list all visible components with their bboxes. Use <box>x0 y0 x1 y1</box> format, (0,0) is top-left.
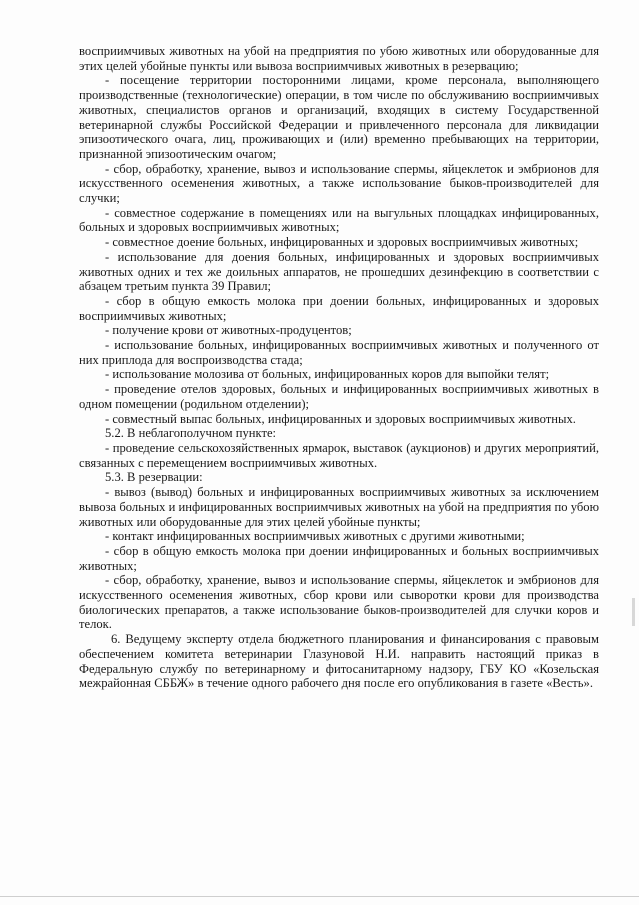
paragraph-grazing: - совместный выпас больных, инфицированных и здоровых восприимчивых животных. <box>105 411 576 426</box>
paragraph-reproduction: - использование больных, инфицированных восприимчивых животных и полученного от них приплода для воспроизводства стада; <box>79 338 599 367</box>
paragraph-milk-common: - сбор в общую емкость молока при доении инфицированных и больных восприимчивых животных; <box>79 543 599 573</box>
paragraph-colostrum: - использование молозива от больных, инфицированных коров для выпойки телят; <box>105 367 550 382</box>
paragraph-blood-collection: - получение крови от животных-продуцентов; <box>105 323 352 338</box>
paragraph-removal: - вывоз (вывод) больных и инфицированных восприимчивых животных за исключением вывоза больных и инфицированных восприимчивых животных на убой на предприятия по убою животных или оборудованные для этих целей убойные пункты; <box>79 485 599 529</box>
section-heading-5-3: 5.3. В резервации: <box>105 470 203 485</box>
section-heading-5-2: 5.2. В неблагополучном пункте: <box>105 426 277 441</box>
scan-edge-mark <box>632 598 635 626</box>
paragraph-fairs: - проведение сельскохозяйственных ярмарок, выставок (аукционов) и других мероприятий, связанных с перемещением восприимчивых животных. <box>79 440 599 470</box>
paragraph-contact: - контакт инфицированных восприимчивых животных с другими животными; <box>105 529 525 544</box>
paragraph-joint-keeping: - совместное содержание в помещениях или на выгульных площадках инфицированных, больных и здоровых восприимчивых животных; <box>79 205 599 235</box>
document-body <box>79 44 599 691</box>
paragraph-sperm-collection: - сбор, обработку, хранение, вывоз и использование спермы, яйцеклеток и эмбрионов для искусственного осеменения животных, а также использование быков-производителей для случки; <box>79 161 599 206</box>
paragraph-milk-collection: - сбор в общую емкость молока при доении больных, инфицированных и здоровых восприимчивых животных; <box>79 293 599 323</box>
paragraph-calving: - проведение отелов здоровых, больных и инфицированных восприимчивых животных в одном помещении (родильном отделении); <box>79 382 599 411</box>
paragraph-sperm-blood: - сбор, обработку, хранение, вывоз и использование спермы, яйцеклеток и эмбрионов для искусственного осеменения животных, сбор крови или сыворотки крови для производства биологических препаратов, а также использование быков-производителей для случки коров и телок. <box>79 573 599 632</box>
paragraph-milking-machines: - использование для доения больных, инфицированных и здоровых восприимчивых животных одних и тех же доильных аппаратов, не прошедших дезинфекцию в соответствии с абзацем третьим пункта 39 Правил; <box>79 249 599 294</box>
paragraph-visitors-ban: - посещение территории посторонними лицами, кроме персонала, выполняющего производственные (технологические) операции, в том числе по обслуживанию восприимчивых животных, специалистов органов и организаций, входящих в систему Государственной ветеринарной службы Российской Федерации и привлеченного персонала для ликвидации эпизоотического очага, лиц, проживающих и (или) временно пребывающих на территории, признанной эпизоотическим очагом; <box>79 73 599 161</box>
scan-bottom-line <box>0 896 639 897</box>
paragraph-item-6: 6. Ведущему эксперту отдела бюджетного планирования и финансирования с правовым обеспечением комитета ветеринарии Глазуновой Н.И. направить настоящий приказ в Федеральную службу по ветеринарному и фитосанитарному надзору, ГБУ КО «Козельская межрайонная СББЖ» в течение одного рабочего дня после его опубликования в газете «Весть». <box>79 632 599 691</box>
paragraph-continuation: восприимчивых животных на убой на предприятия по убою животных или оборудованные для этих целей убойные пункты или вывоза восприимчивых животных в резервацию; <box>79 44 599 73</box>
paragraph-joint-milking: - совместное доение больных, инфицированных и здоровых восприимчивых животных; <box>105 235 579 250</box>
